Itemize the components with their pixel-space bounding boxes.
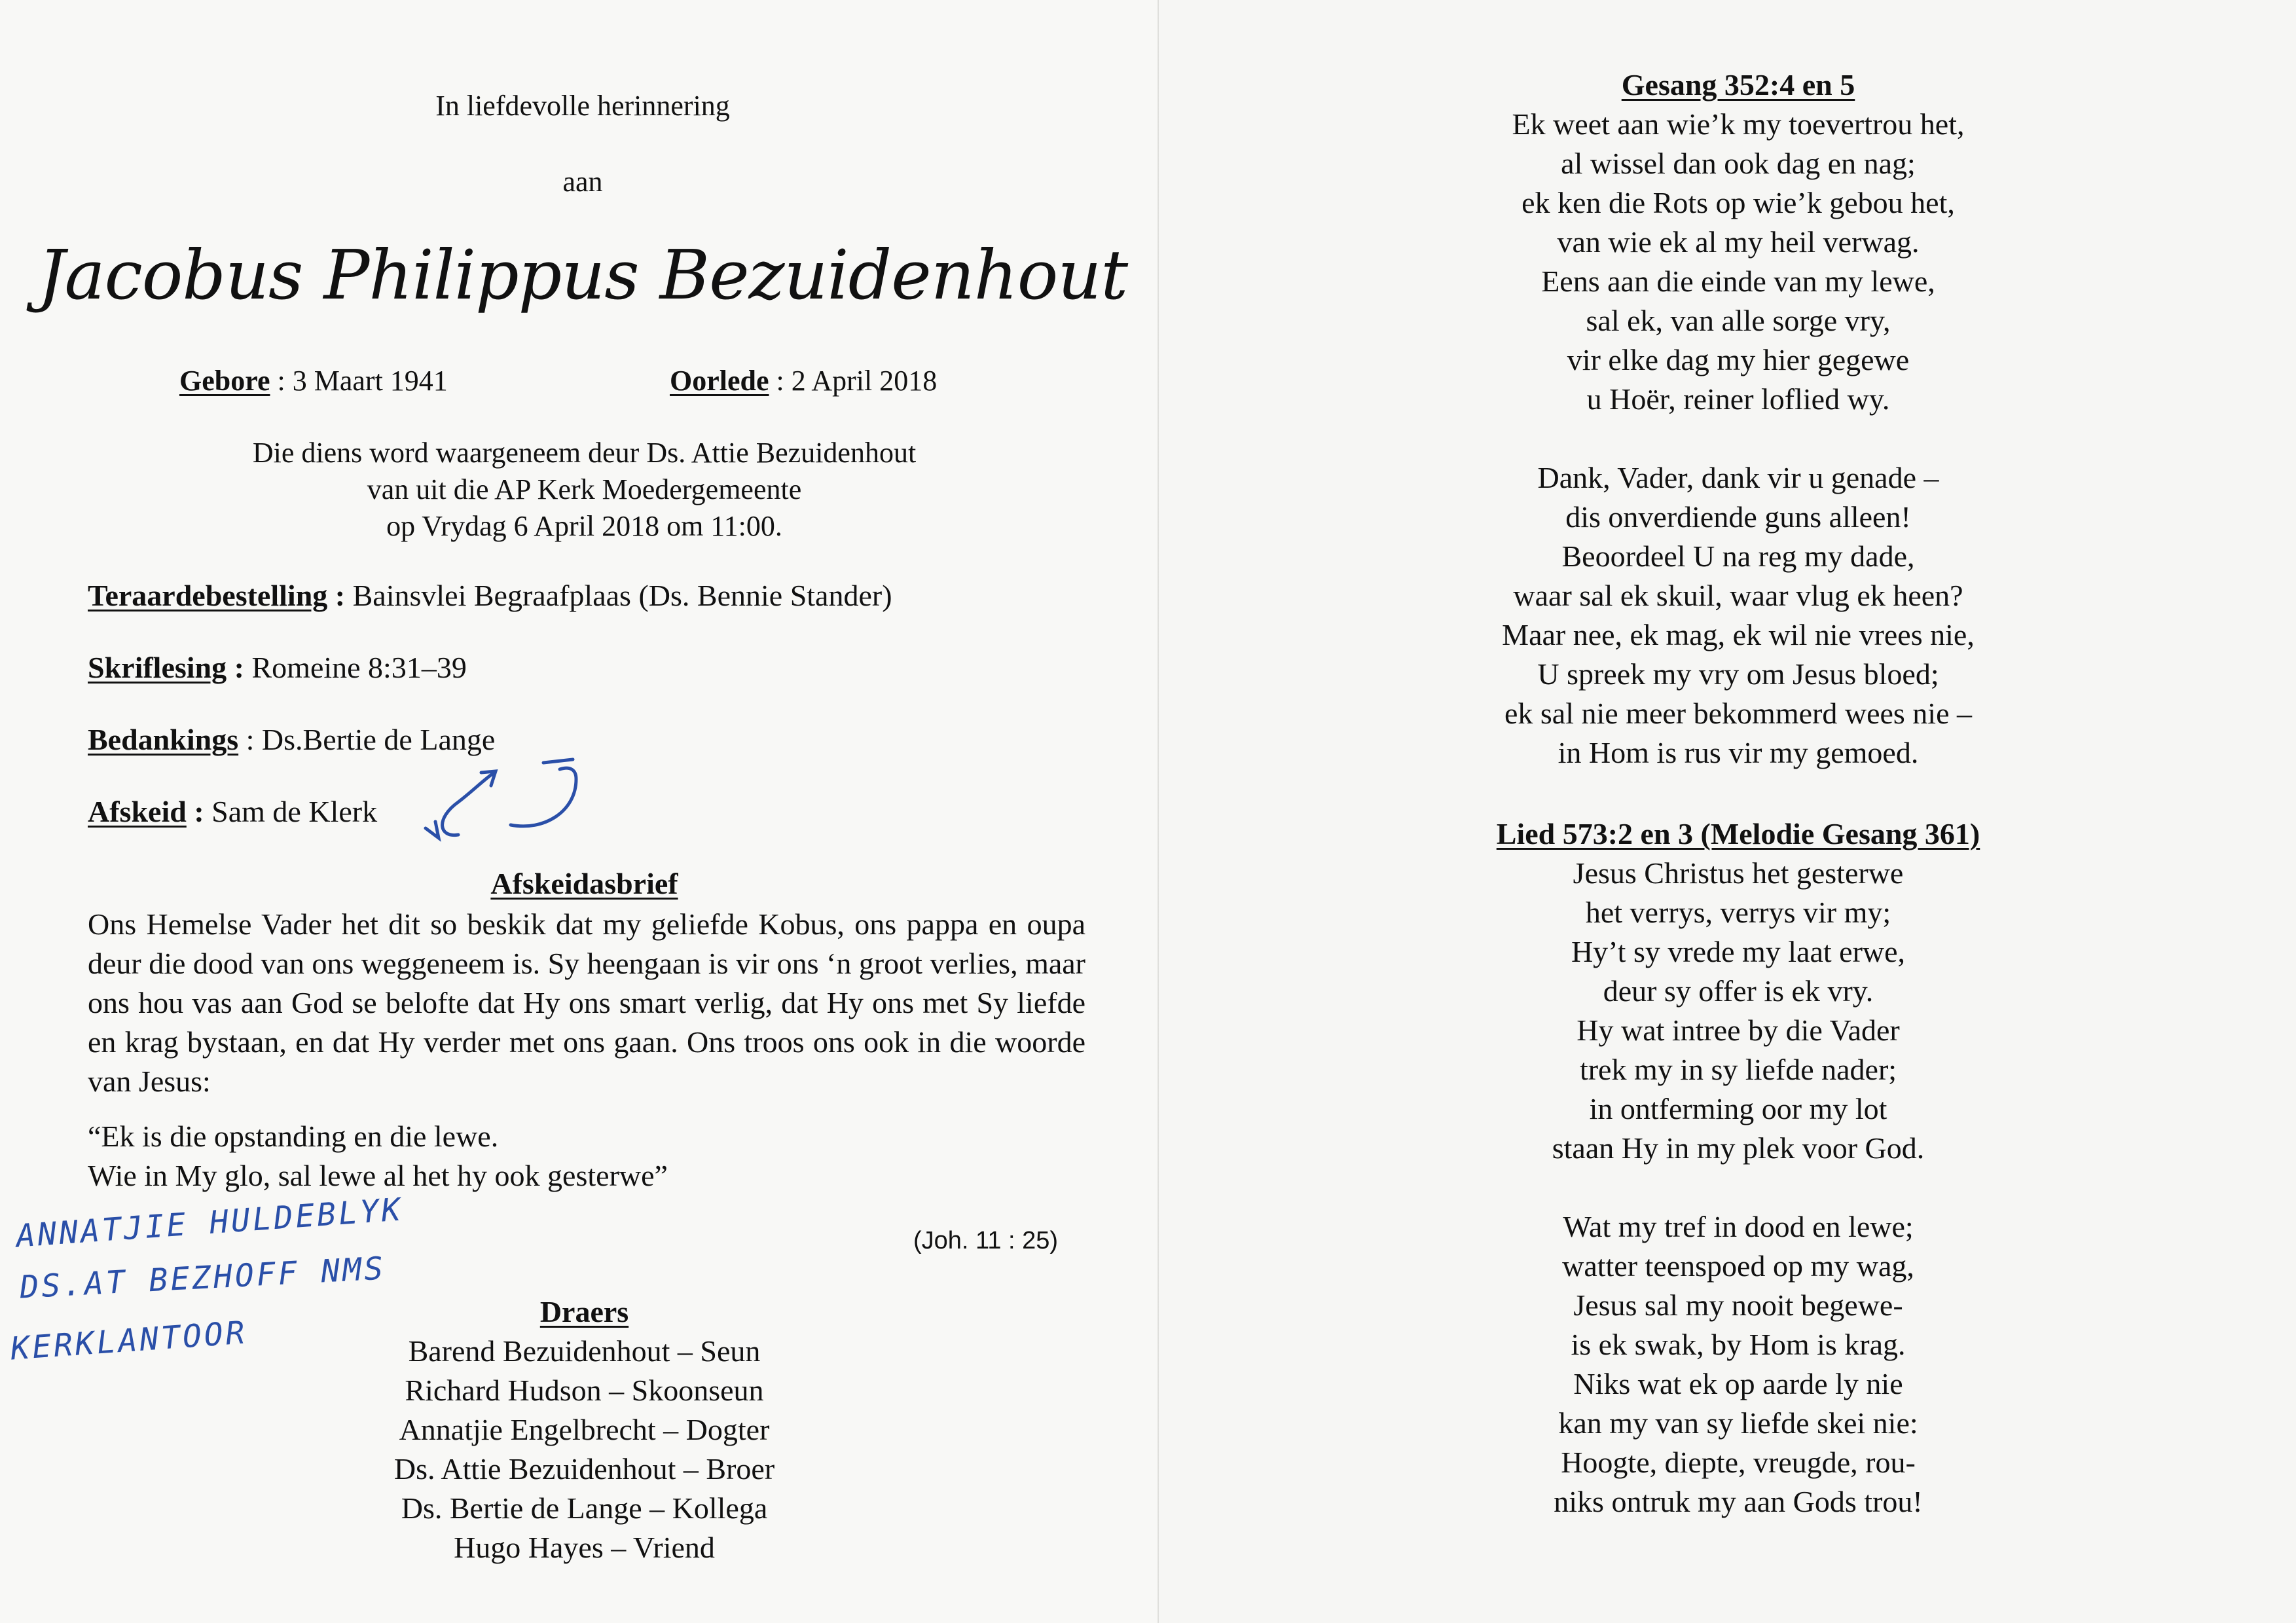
hymn-line: Eens aan die einde van my lewe, [1541, 264, 1935, 298]
hymn-line: kan my van sy liefde skei nie: [1558, 1406, 1918, 1440]
hymn-line: Hy wat intree by die Vader [1576, 1013, 1900, 1047]
hymn-line: het verrys, verrys vir my; [1585, 896, 1891, 929]
hymn-line: U spreek my vry om Jesus bloed; [1537, 657, 1939, 691]
born-row [179, 363, 448, 399]
born-date: 3 Maart 1941 [292, 365, 448, 397]
hymn-line: Wat my tref in dood en lewe; [1563, 1210, 1914, 1243]
died-row [670, 363, 937, 399]
letter-title-wrap [0, 864, 1169, 903]
program-value: Ds.Bertie de Lange [261, 723, 496, 756]
hymn1-title: Gesang 352:4 en 5 [1621, 68, 1855, 101]
died-label: Oorlede [670, 365, 769, 397]
right-page [1159, 0, 2296, 1623]
quote-line: “Ek is die opstanding en die lewe. [88, 1120, 499, 1153]
bearer-line: Ds. Bertie de Lange – Kollega [401, 1491, 768, 1525]
handwritten-note-line: DS.AT BEZHOFF NMS [18, 1250, 387, 1306]
intro-line: In liefdevolle herinnering [435, 90, 730, 122]
hymn-line: watter teenspoed op my wag, [1562, 1249, 1914, 1283]
program-item-farewell [88, 792, 377, 831]
bearers-title: Draers [539, 1295, 629, 1328]
program-sep: : [194, 795, 204, 828]
program-sep: : [246, 723, 255, 756]
program-label: Bedankings [88, 723, 239, 756]
bearer-line: Ds. Attie Bezuidenhout – Broer [393, 1452, 775, 1486]
hymn2-stanza1 [1159, 854, 2296, 1168]
hymn-line: waar sal ek skuil, waar vlug ek heen? [1513, 579, 1963, 612]
born-label: Gebore [179, 365, 270, 397]
program-value: Sam de Klerk [211, 795, 378, 828]
died-sep: : [776, 365, 784, 397]
bearer-line: Hugo Hayes – Vriend [454, 1531, 715, 1564]
hymn-line: Jesus sal my nooit begewe- [1573, 1288, 1903, 1322]
program-sep: : [335, 579, 346, 612]
hymn1-title-wrap [1159, 65, 2296, 105]
service-info [0, 435, 1169, 545]
program-item-burial [88, 576, 892, 615]
hymn-line: dis onverdiende guns alleen! [1565, 500, 1911, 534]
hymn-line: deur sy offer is ek vry. [1603, 974, 1874, 1008]
intro-aan: aan [562, 166, 603, 198]
hymn-line: Jesus Christus het gesterwe [1573, 856, 1904, 890]
hymn-line: ek ken die Rots op wie’k gebou het, [1522, 186, 1955, 219]
hymn1-stanza2 [1159, 458, 2296, 773]
bearer-line: Barend Bezuidenhout – Seun [408, 1334, 761, 1368]
hymn-line: vir elke dag my hier gegewe [1567, 343, 1910, 376]
hymn2-stanza2 [1159, 1207, 2296, 1522]
born-sep: : [277, 365, 285, 397]
hymn-line: sal ek, van alle sorge vry, [1586, 304, 1891, 337]
hymn-line: staan Hy in my plek voor God. [1552, 1131, 1925, 1165]
hymn-line: Dank, Vader, dank vir u genade – [1537, 461, 1939, 494]
letter-title: Afskeidasbrief [490, 867, 678, 900]
hymn-line: is ek swak, by Hom is krag. [1571, 1328, 1906, 1361]
service-line: Die diens word waargeneem deur Ds. Attie Bezuidenhout [252, 437, 917, 469]
program-sep: : [234, 651, 244, 684]
service-line: op Vrydag 6 April 2018 om 11:00. [386, 510, 782, 542]
hymn-line: in Hom is rus vir my gemoed. [1558, 736, 1919, 769]
died-date: 2 April 2018 [791, 365, 938, 397]
bearer-line: Richard Hudson – Skoonseun [405, 1374, 764, 1407]
quote-reference: (Joh. 11 : 25) [913, 1227, 1059, 1254]
hymn-line: van wie ek al my heil verwag. [1557, 225, 1920, 259]
handwritten-arrows-icon [419, 740, 615, 851]
program-value: Bainsvlei Begraafplaas (Ds. Bennie Stander) [352, 579, 892, 612]
hymn1-stanza1 [1159, 105, 2296, 419]
hymn-line: niks ontruk my aan Gods trou! [1554, 1485, 1923, 1518]
service-line: van uit die AP Kerk Moedergemeente [367, 473, 802, 505]
bearers-section [0, 1292, 1169, 1567]
program-label: Skriflesing [88, 651, 227, 684]
hymn-line: Hoogte, diepte, vreugde, rou- [1561, 1446, 1916, 1479]
handwritten-note-line: KERKLANTOOR [9, 1314, 249, 1368]
deceased-name: Jacobus Philippus Bezuidenhout [37, 235, 1128, 315]
hymn2-title: Lied 573:2 en 3 (Melodie Gesang 361) [1496, 817, 1980, 850]
hymn-line: Ek weet aan wie’k my toevertrou het, [1512, 107, 1965, 141]
hymn-line: Hy’t sy vrede my laat erwe, [1571, 935, 1906, 968]
quote-line: Wie in My glo, sal lewe al het hy ook gesterwe” [88, 1159, 668, 1192]
hymn-line: u Hoër, reiner loflied wy. [1586, 382, 1890, 416]
hymn-line: trek my in sy liefde nader; [1579, 1053, 1897, 1086]
program-item-reading [88, 648, 467, 687]
hymn-line: in ontferming oor my lot [1589, 1092, 1887, 1125]
program-label: Afskeid [88, 795, 187, 828]
letter-body: Ons Hemelse Vader het dit so beskik dat my geliefde Kobus, ons pappa en oupa deur die dood van ons weggeneem is. Sy heengaan is vir ons ‘n groot verlies, maar ons hou vas aan God se belofte dat Hy ons smart verlig, dat Hy ons met Sy liefde en krag bystaan, en dat Hy verder met ons gaan. Ons troos ons ook in die woorde van Jesus: [88, 907, 1085, 1098]
bearer-line: Annatjie Engelbrecht – Dogter [399, 1413, 770, 1446]
hymn-line: al wissel dan ook dag en nag; [1561, 147, 1916, 180]
quote [88, 1117, 668, 1195]
hymn-line: Maar nee, ek mag, ek wil nie vrees nie, [1502, 618, 1975, 651]
program-label: Teraardebestelling [88, 579, 328, 612]
hymn-line: Beoordeel U na reg my dade, [1561, 539, 1915, 573]
hymn2-title-wrap [1159, 814, 2296, 854]
hymn-line: Niks wat ek op aarde ly nie [1573, 1367, 1903, 1400]
program-value: Romeine 8:31–39 [251, 651, 467, 684]
hymn-line: ek sal nie meer bekommerd wees nie – [1504, 697, 1972, 730]
handwritten-note-line: ANNATJIE HULDEBLYK [14, 1191, 405, 1255]
